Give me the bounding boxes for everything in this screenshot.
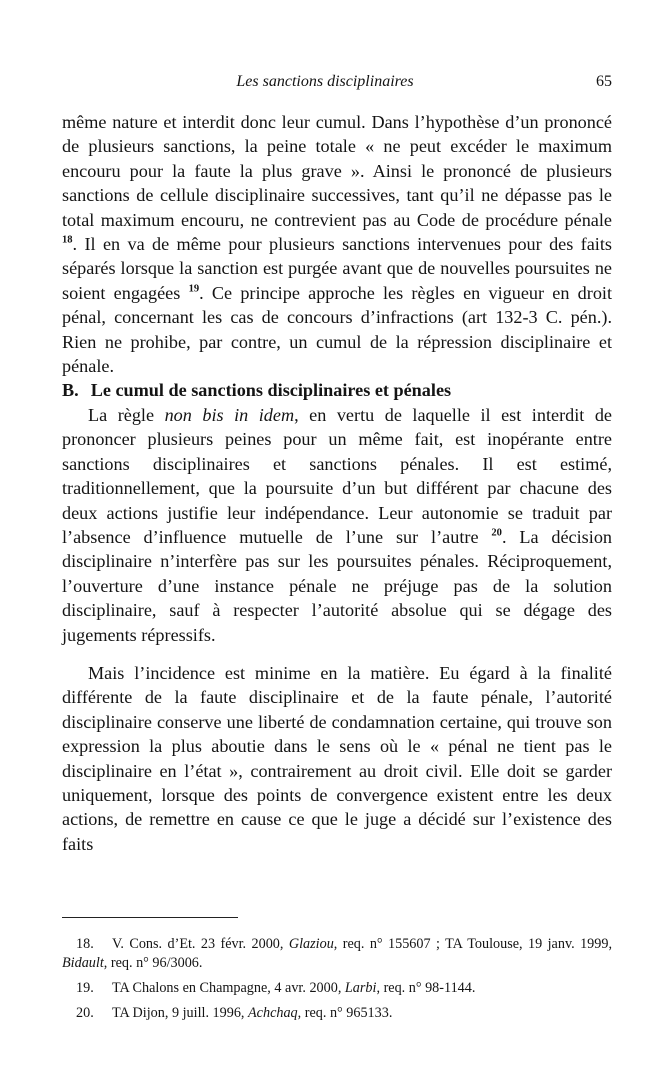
footnote-number: 19. <box>76 980 94 996</box>
section-letter: B. <box>62 380 79 401</box>
paragraph-incidence: Mais l’incidence est minime en la matière. Eu égard à la finalité différente de la faute disciplinaire et de la faute pénale, l’autorité disciplinaire conserve une liberté de condamnation certaine, qui trouve son expression la plus aboutie dans le sens où le « pénal ne tient pas le disciplinaire en l’état », contrairement au droit civil. Elle doit se garder uniquement, lorsque des points de convergence existent entre les deux actions, de remettre en cause ce que le juge a décidé sur l’existence des faits <box>62 662 612 854</box>
footnote-18: 18. V. Cons. d’Et. 23 févr. 2000, Glaziou, req. n° 155607 ; TA Toulouse, 19 janv. 1999, Bidault, req. n° 96/3006. <box>62 936 612 971</box>
paragraph-continuation: même nature et interdit donc leur cumul. Dans l’hypothèse d’un prononcé de plusieurs sanctions, la peine totale « ne peut excéder le maximum encouru pour la faute la plus grave ». Ainsi le prononcé de plusieurs sanctions de cellule disciplinaire successives, tant qu’il ne dépasse pas le total maximum encouru, ne contrevient pas au Code de procédure pénale $^{18}$. Il en va de même pour plusieurs sanctions intervenues pour des faits séparés lorsque la sanction est purgée avant que de nouvelles poursuites ne soient engagées $^{19}$. Ce principe approche les règles en vigueur en droit pénal, concernant les cas de concours d’infractions (art 132-3 C. pén.). Rien ne prohibe, par contre, un cumul de la répression disciplinaire et pénale. <box>62 112 613 377</box>
latin-maxim: non bis in idem <box>164 404 295 425</box>
footnote-separator <box>62 917 238 918</box>
footnote-ref-18[interactable]: 18 <box>62 234 73 246</box>
section-title: Le cumul de sanctions disciplinaires et pénales <box>90 380 452 401</box>
section-heading <box>62 378 612 402</box>
running-title: Les sanctions disciplinaires <box>236 73 414 90</box>
paragraph-non-bis-in-idem: La règle non bis in idem, en vertu de laquelle il est interdit de prononcer plusieurs peines pour un même fait, est inopérante entre sanctions disciplinaires et sanctions pénales. Il est estimé, traditionnellement, que la poursuite d’un but différent par chacune des deux actions justifie leur indépendance. Leur autonomie se traduit par l’absence d’influence mutuelle de l’une sur l’autre $^{20}$. La décision disciplinaire n’interfère pas sur les poursuites pénales. Réciproquement, l’ouverture d’une instance pénale ne préjuge pas de la solution disciplinaire, sauf à respecter l’autorité absolue qui se dégage des jugements répressifs. <box>62 404 613 645</box>
body-text <box>62 110 612 856</box>
page-number: 65 <box>596 73 612 90</box>
footnote-number: 18. <box>76 936 94 952</box>
footnote-number: 20. <box>76 1005 94 1021</box>
footnotes <box>62 935 612 1029</box>
footnote-20: 20. TA Dijon, 9 juill. 1996, Achchaq, req. n° 965133. <box>76 1005 393 1021</box>
footnote-19: 19. TA Chalons en Champagne, 4 avr. 2000, Larbi, req. n° 98-1144. <box>76 980 476 996</box>
footnote-ref-20[interactable]: 20 <box>491 527 502 539</box>
footnote-ref-19[interactable]: 19 <box>188 283 200 295</box>
